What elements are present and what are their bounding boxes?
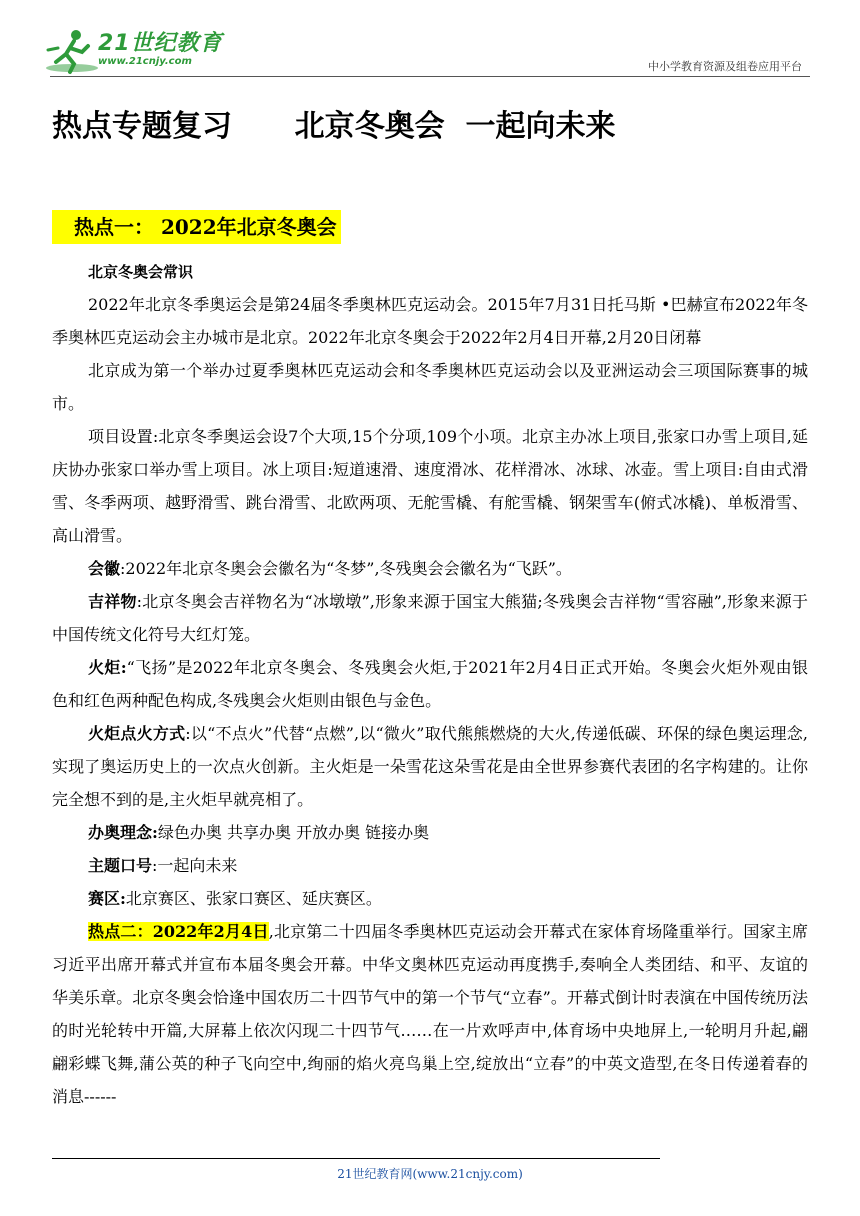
section2-text: ,北京第二十四届冬季奥林匹克运动会开幕式在家体育场隆重举行。国家主席习近平出席开幕式并宣布本届冬奥会开幕。中华文奥林匹克运动再度携手,奏响全人类团结、和平、友谊的华美乐章。北京冬奥会恰逢中国农历二十四节气中的第一个节气“立春”。开幕式倒计时表演在中国传统历法的时光轮转中开篇,大屏幕上依次闪现二十四节气……在一片欢呼声中,体育场中央地屏上,一轮明月升起,翩翩彩蝶飞舞,蒲公英的种子飞向空中,绚丽的焰火亮鸟巢上空,绽放出“立春”的中英文造型,在冬日传递着春的消息------ xyxy=(52,922,808,1106)
torch-label: 火炬: xyxy=(88,658,127,677)
logo-url: www.21cnjy.com xyxy=(98,56,192,67)
footer-text: 21世纪教育网(www.21cnjy.com) xyxy=(337,1167,523,1181)
header-divider xyxy=(50,76,810,77)
page-header xyxy=(0,0,860,82)
emblem-text: :2022年北京冬奥会会徽名为“冬梦”,冬残奥会会徽名为“飞跃”。 xyxy=(120,559,572,578)
paragraph-slogan xyxy=(52,849,808,882)
section1-heading: 热点一： 2022年北京冬奥会 xyxy=(52,210,341,244)
section1-subheading: 北京冬奥会常识 xyxy=(88,263,194,281)
paragraph-emblem xyxy=(52,552,808,585)
concept-label: 办奥理念: xyxy=(88,823,158,842)
concept-text: 绿色办奥 共享办奥 开放办奥 链接办奥 xyxy=(157,823,430,842)
paragraph-hotspot2 xyxy=(52,915,808,1113)
paragraph-ignition xyxy=(52,717,808,816)
paragraph-first-city: 北京成为第一个举办过夏季奥林匹克运动会和冬季奥林匹克运动会以及亚洲运动会三项国际赛事的城市。 xyxy=(52,361,808,413)
zones-text: 北京赛区、张家口赛区、延庆赛区。 xyxy=(125,889,382,908)
slogan-text: :一起向未来 xyxy=(152,856,238,875)
logo-text: 21世纪教育 xyxy=(98,31,223,56)
document-body xyxy=(52,210,808,1113)
platform-label: 中小学教育资源及组卷应用平台 xyxy=(648,60,802,73)
paragraph-mascot xyxy=(52,585,808,651)
paragraph-events: 项目设置:北京冬季奥运会设7个大项,15个分项,109个小项。北京主办冰上项目,张家口办雪上项目,延庆协办张家口举办雪上项目。冰上项目:短道速滑、速度滑冰、花样滑冰、冰球、冰壶。雪上项目:自由式滑雪、冬季两项、越野滑雪、跳台滑雪、北欧两项、无舵雪橇、有舵雪橇、钢架雪车(俯式冰橇)、单板滑雪、高山滑雪。 xyxy=(52,427,808,545)
section2-heading: 热点二：2022年2月4日 xyxy=(88,922,269,941)
paragraph-torch xyxy=(52,651,808,717)
footer-divider xyxy=(52,1158,660,1159)
paragraph-zones xyxy=(52,882,808,915)
slogan-label: 主题口号 xyxy=(88,856,153,875)
paragraph-concept xyxy=(52,816,808,849)
ignition-label: 火炬点火方式 xyxy=(88,724,186,743)
mascot-text: :北京冬奥会吉祥物名为“冰墩墩”,形象来源于国宝大熊猫;冬残奥会吉祥物“雪容融”,形象来源于中国传统文化符号大红灯笼。 xyxy=(52,592,808,644)
torch-text: “飞扬”是2022年北京冬奥会、冬残奥会火炬,于2021年2月4日正式开始。冬奥会火炬外观由银色和红色两种配色构成,冬残奥会火炬则由银色与金色。 xyxy=(52,658,808,710)
zones-label: 赛区: xyxy=(88,889,126,908)
ignition-text: :以“不点火”代替“点燃”,以“微火”取代熊熊燃烧的大火,传递低碳、环保的绿色奥运理念,实现了奥运历史上的一次点火创新。主火炬是一朵雪花这朵雪花是由全世界参赛代表团的名字构建的。让你完全想不到的是,主火炬早就亮相了。 xyxy=(52,724,808,809)
page-title: 热点专题复习 北京冬奥会 一起向未来 xyxy=(52,109,616,144)
emblem-label: 会徽 xyxy=(88,559,121,578)
paragraph-intro: 2022年北京冬季奥运会是第24届冬季奥林匹克运动会。2015年7月31日托马斯 •巴赫宣布2022年冬季奥林匹克运动会主办城市是北京。2022年北京冬奥会于2022年2月4日开幕,2月20日闭幕 xyxy=(52,295,808,347)
mascot-label: 吉祥物 xyxy=(88,592,137,611)
